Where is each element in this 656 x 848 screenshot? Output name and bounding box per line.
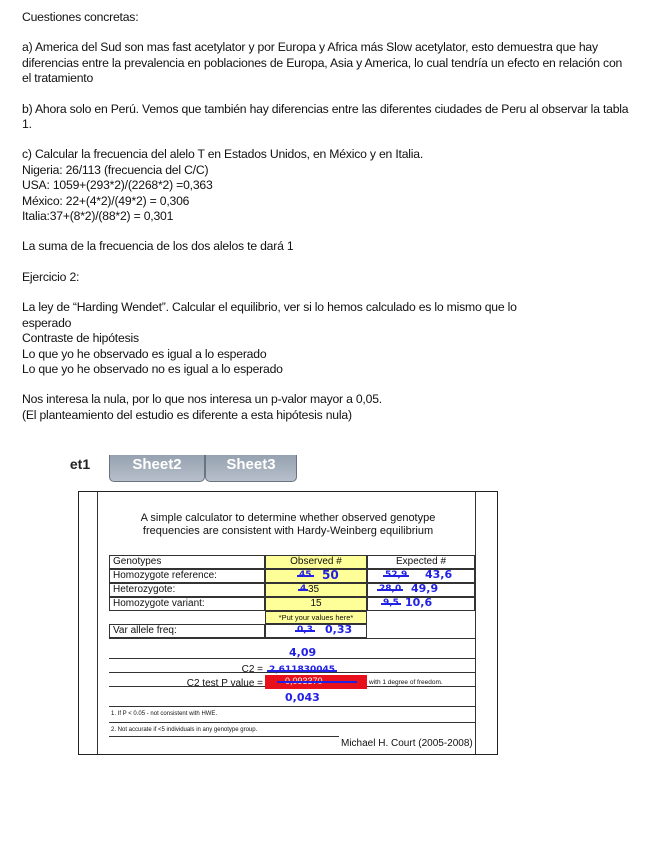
struck-obs-het: 4 [300, 584, 307, 594]
line-mexico: México: 22+(4*2)/(49*2) = 0,306 [22, 193, 190, 208]
struck-exp-var: 9,5 [383, 598, 399, 608]
observed-homo-var-cell[interactable]: 15 [265, 597, 367, 611]
observed-homo-ref-cell[interactable] [265, 569, 367, 583]
line-nigeria: Nigeria: 26/113 (frecuencia del C/C) [22, 162, 209, 177]
p-value-cell [265, 675, 367, 689]
spreadsheet-screenshot [65, 455, 565, 767]
p-value-struck: 0,093370 [285, 676, 323, 686]
header-genotypes: Genotypes [109, 555, 265, 569]
line-no-igual: Lo que yo he observado no es igual a lo esperado [22, 361, 283, 376]
paragraph-a: a) America del Sud son mas fast acetylator y por Europa y Africa más Slow acetylator, esto demuestra que hay diferencias entre la prevalencia en poblaciones de Europa, Asia y America, lo cual tendría un efecto en relación con el tratamiento [22, 40, 623, 86]
handwritten-exp-het: 49,9 [411, 582, 439, 595]
heading: Cuestiones concretas: [22, 10, 139, 24]
line-planteamiento: (El planteamiento del estudio es diferente a esta hipótesis nula) [22, 407, 352, 422]
row-homozygote-reference: Homozygote reference: [109, 569, 265, 583]
handwritten-c2: 4,09 [289, 646, 317, 659]
document-text [22, 10, 634, 423]
struck-exp-ref: 52,9 [385, 570, 408, 580]
header-expected: Expected # [367, 555, 475, 569]
line-igual: Lo que yo he observado es igual a lo esperado [22, 346, 267, 361]
handwritten-exp-var: 10,6 [405, 596, 433, 609]
line-suma: La suma de la frecuencia de los dos alelos te dará 1 [22, 239, 294, 254]
line-usa: USA: 1059+(293*2)/(2268*2) =0,363 [22, 178, 213, 193]
handwritten-exp-ref: 43,6 [425, 568, 453, 581]
calculator-title-line-1: A simple calculator to determine whether observed genotype [140, 512, 436, 524]
handwritten-obs-ref: 50 [322, 568, 339, 582]
observed-hetero-cell[interactable]: 35 [265, 583, 367, 597]
hwe-calculator-sheet [78, 491, 498, 755]
put-values-hint: *Put your values here* [265, 611, 367, 624]
c2-label: C2 = [241, 664, 263, 675]
struck-obs-ref: 45 [299, 570, 312, 580]
c2-value: 2,611830045 [269, 665, 336, 675]
calculator-title-line-2: frequencies are consistent with Hardy-Weinberg equilibrium [142, 525, 434, 537]
var-allele-freq-label: Var allele freq: [109, 624, 265, 638]
line-ley-2: esperado [22, 315, 72, 330]
header-observed: Observed # [265, 555, 367, 569]
struck-exp-het: 28,0 [379, 584, 402, 594]
row-heterozygote: Heterozygote: [109, 583, 265, 597]
footnote-1: 1. If P < 0.05 - not consistent with HWE. [111, 711, 218, 717]
line-nula: Nos interesa la nula, por lo que nos interesa un p-valor mayor a 0,05. [22, 392, 382, 407]
footnote-2: 2. Not accurate if <5 individuals in any genotype group. [111, 727, 258, 733]
ejercicio-2: Ejercicio 2: [22, 269, 80, 284]
author-credit: Michael H. Court (2005-2008) [341, 738, 473, 749]
handwritten-var-freq: 0,33 [325, 623, 353, 636]
paragraph-c: c) Calcular la frecuencia del alelo T en Estados Unidos, en México y en Italia. [22, 147, 424, 162]
struck-var-freq: 0,3 [297, 625, 313, 635]
line-ley-1: La ley de “Harding Wendet”. Calcular el equilibrio, ver si lo hemos calculado es lo mismo que lo [22, 300, 517, 315]
line-contraste: Contraste de hipótesis [22, 331, 139, 346]
tab-sheet2[interactable]: Sheet2 [109, 455, 205, 482]
row-homozygote-variant: Homozygote variant: [109, 597, 265, 611]
handwritten-p-value: 0,043 [285, 691, 320, 704]
sheet-tab-bar [65, 455, 565, 487]
tab-sheet3[interactable]: Sheet3 [205, 455, 297, 482]
paragraph-b: b) Ahora solo en Perú. Vemos que también hay diferencias entre las diferentes ciudades de Peru al observar la tabla 1. [22, 101, 629, 132]
p-value-label: C2 test P value = [186, 678, 263, 689]
degree-of-freedom-note: with 1 degree of freedom. [369, 679, 443, 686]
line-italia: Italia:37+(8*2)/(88*2) = 0,301 [22, 209, 174, 224]
tab-sheet1[interactable]: et1 [65, 455, 103, 480]
